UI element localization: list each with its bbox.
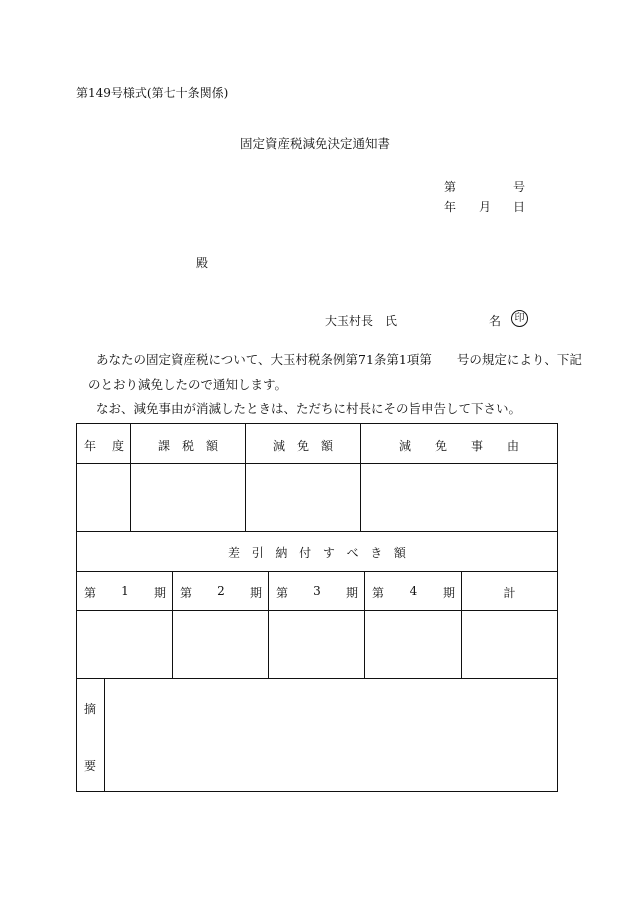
body-paragraph-1-line-1: あなたの固定資産税について、大玉村税条例第71条第1項第 号の規定により、下記 (96, 352, 582, 367)
body-paragraph-2: なお、減免事由が消滅したときは、ただちに村長にその旨申告して下さい。 (96, 401, 522, 416)
document-number-suffix: 号 (513, 180, 526, 194)
installment-3-header (276, 584, 358, 601)
notice-table (76, 423, 558, 792)
banner-char: き (370, 546, 383, 560)
banner-char: べ (346, 546, 359, 560)
document-title: 固定資産税減免決定通知書 (239, 136, 390, 151)
table-rule (172, 571, 173, 678)
installment-1-header (84, 584, 166, 601)
banner-char: 額 (393, 546, 406, 560)
issuer-label: 大玉村長 氏 (325, 314, 398, 328)
installment-char: 第 (276, 586, 289, 600)
installment-char: 期 (345, 586, 358, 600)
banner-char: 納 (275, 546, 288, 560)
header-char: 由 (506, 439, 519, 453)
remarks-label-top: 摘 (84, 702, 97, 716)
header-char: 額 (205, 439, 218, 453)
banner-char: 差 (228, 546, 241, 560)
header-reduction-amount (273, 437, 333, 454)
installment-char: 4 (409, 584, 418, 598)
header-char: 税 (181, 439, 194, 453)
form-number: 第149号様式(第七十条関係) (76, 86, 229, 100)
installment-char: 第 (372, 586, 385, 600)
document-number-prefix: 第 (444, 180, 457, 194)
installment-char: 期 (153, 586, 166, 600)
seal-mark: 印 (511, 310, 528, 327)
header-char: 免 (296, 439, 309, 453)
header-char: 度 (111, 439, 124, 453)
issuer-name-label: 名 (489, 314, 502, 328)
installment-char: 3 (313, 584, 321, 598)
installment-4-header (372, 584, 455, 601)
table-rule (364, 571, 365, 678)
installment-char: 期 (442, 586, 455, 600)
header-reduction-reason (399, 437, 519, 454)
table-rule (104, 678, 105, 792)
header-char: 減 (399, 439, 412, 453)
header-char: 免 (434, 439, 447, 453)
table-rule (76, 610, 558, 611)
header-char: 減 (273, 439, 286, 453)
installment-char: 第 (84, 586, 97, 600)
table-rule (268, 571, 269, 678)
date-day-label: 日 (513, 200, 526, 214)
net-payable-label (228, 544, 406, 561)
installment-char: 2 (217, 584, 225, 598)
header-char: 事 (470, 439, 483, 453)
header-char: 額 (320, 439, 333, 453)
body-paragraph-1-line-2: のとおり減免したので通知します。 (88, 377, 288, 392)
table-rule (245, 423, 246, 531)
table-rule (76, 678, 558, 679)
remarks-label-bottom: 要 (84, 759, 97, 773)
table-rule (76, 571, 558, 572)
header-char: 年 (84, 439, 97, 453)
table-rule (130, 423, 131, 531)
installment-2-header (180, 584, 262, 601)
installment-total-header: 計 (503, 586, 516, 600)
header-tax-amount (158, 437, 218, 454)
table-rule (76, 531, 558, 532)
banner-char: 引 (251, 546, 264, 560)
addressee-suffix: 殿 (196, 256, 209, 270)
date-month-label: 月 (479, 200, 492, 214)
date-year-label: 年 (444, 200, 457, 214)
banner-char: 付 (299, 546, 312, 560)
table-rule (76, 463, 558, 464)
installment-char: 第 (180, 586, 193, 600)
table-rule (360, 423, 361, 531)
header-char: 課 (158, 439, 171, 453)
header-year (84, 437, 124, 454)
installment-char: 期 (249, 586, 262, 600)
banner-char: す (322, 546, 335, 560)
installment-char: 1 (121, 584, 129, 598)
